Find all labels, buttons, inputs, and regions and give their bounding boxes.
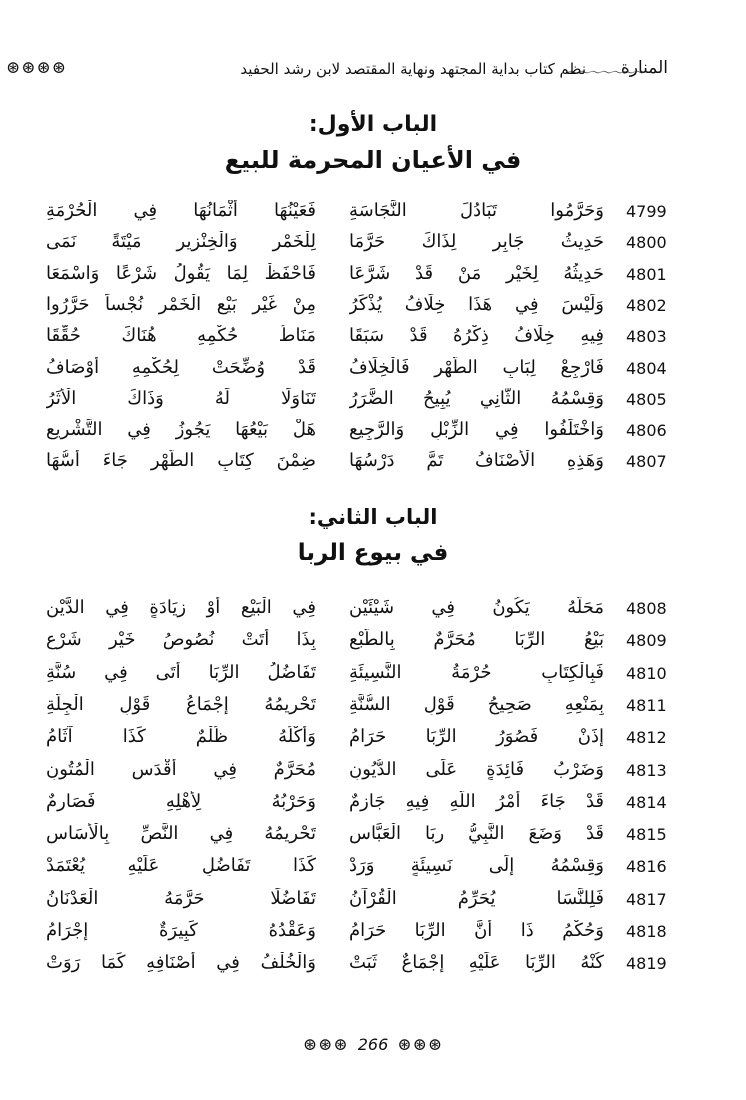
header-ornament-icon: ⊛⊛⊛⊛	[6, 58, 67, 78]
verse-number: 4806	[626, 421, 667, 441]
verse-number: 4802	[626, 295, 667, 315]
verse-second-hemistich: تَحْرِيمُهُ إِجْمَاعُ قَوْلِ الْجِلَّةِ	[46, 693, 316, 715]
verse-second-hemistich: فَعَيْنُهَا أَثْمَانُهَا فِي الْحُرْمَةِ	[46, 200, 316, 221]
verse-first-hemistich: بَيْعُ الرِّبَا مُحَرَّمٌ بِالطَّبْعِ	[349, 629, 604, 651]
verse-second-hemistich: تَفَاضُلًا حَرَّمَهُ الْعَدْنَانُ	[46, 887, 316, 909]
verse-number: 4811	[626, 695, 667, 715]
verse-number: 4803	[626, 327, 667, 347]
verse-second-hemistich: مُحَرَّمٌ فِي أَقْدَسِ الْمُتُونِ	[46, 758, 316, 780]
verse-number: 4807	[626, 452, 667, 472]
verse-second-hemistich: وَحَرْبُهُ لِأَهْلِهِ فَصَارِمٌ	[46, 790, 316, 812]
verse-first-hemistich: وَحُكْمُ ذَا أَنَّ الرِّبَا حَرَامُ	[349, 920, 604, 941]
verse-row	[0, 920, 746, 950]
verse-number: 4818	[626, 922, 667, 941]
verse-number: 4800	[626, 233, 667, 253]
verse-second-hemistich: كَذَا تَفَاضُلٍ عَلَيْهِ يُعْتَمَدْ	[46, 855, 316, 877]
chapter-two-title: الباب الثاني:	[308, 505, 438, 529]
verse-second-hemistich: لِلْخَمْرِ وَالْخِنْزِيرِ مَيْتَةً نَمَى	[46, 231, 316, 253]
verse-number: 4809	[626, 631, 667, 651]
verse-first-hemistich: وَاخْتَلَفُوا فِي الزِّبْلِ وَالرَّجِيعِ	[349, 419, 604, 441]
footer-ornament-right-icon: ⊛⊛⊛	[397, 1035, 444, 1055]
verse-second-hemistich: هَلْ بَيْعُهَا يَجُوزُ فِي التَّشْرِيعِ	[46, 419, 316, 441]
verse-first-hemistich: مَحَلُّهُ يَكُونُ فِي شَيْئَيْنِ	[349, 597, 604, 618]
verse-number: 4816	[626, 857, 667, 877]
verse-row	[0, 855, 746, 885]
verse-row	[0, 231, 746, 261]
verse-row	[0, 694, 746, 724]
page-footer	[0, 1035, 746, 1055]
verse-number: 4801	[626, 264, 667, 284]
page-number: 266	[357, 1035, 389, 1054]
verse-second-hemistich: فَاحْفَظْ لِمَا يَقُولُ شَرْعًا وَاسْمَعَا	[46, 262, 316, 284]
verse-row	[0, 450, 746, 480]
verse-second-hemistich: فِي الْبَيْعِ أَوْ زِيَادَةٍ فِي الدَّيْنِ	[46, 597, 316, 618]
verse-second-hemistich: بِذَا أَتَتْ نُصُوصُ خَيْرِ شَرْعِ	[46, 629, 316, 651]
chapter-two-subtitle: في بيوع الربا	[297, 540, 449, 566]
verse-second-hemistich: وَعَقْدُهُ كَبِيرَةٌ إِجْرَامُ	[46, 920, 316, 941]
verse-row	[0, 357, 746, 387]
verse-first-hemistich: حَدِيثُهُ لِخَيْرِ مَنْ قَدْ شَرَّعَا	[349, 262, 604, 284]
verse-first-hemistich: إِذَنْ فَصُوَرُ الرِّبَا حَرَامُ	[349, 726, 604, 748]
verse-number: 4817	[626, 889, 667, 909]
verse-row	[0, 597, 746, 627]
page-header	[0, 52, 746, 92]
verse-number: 4805	[626, 389, 667, 409]
chapter-one-title: الباب الأول:	[308, 112, 438, 137]
verse-row	[0, 823, 746, 853]
verse-number: 4810	[626, 663, 667, 683]
footer-ornament-left-icon: ⊛⊛⊛	[302, 1035, 349, 1055]
header-wave-right: 〜〜〜〜〜〜〜	[566, 66, 644, 81]
verse-number: 4813	[626, 760, 667, 780]
verse-first-hemistich: وَهَذِهِ الْأَصْنَافُ تَمَّ دَرْسُهَا	[349, 450, 604, 472]
verse-second-hemistich: قَدْ وُضِّحَتْ لِحُكْمِهِ أَوْصَافُ	[46, 356, 316, 378]
verse-first-hemistich: وَقِسْمُهُ إِلَى نَسِيئَةٍ وَرَدْ	[349, 855, 604, 877]
verse-row	[0, 888, 746, 918]
verse-row	[0, 726, 746, 756]
verse-first-hemistich: قَدْ وَضَعَ النَّبِيُّ رِبَا الْعَبَّاسِ	[349, 823, 604, 845]
verse-second-hemistich: وَأَكْلُهُ ظُلْمٌ كَذَا آثَامُ	[46, 726, 316, 748]
verse-row	[0, 294, 746, 324]
verse-first-hemistich: فَبِالْكِتَابِ حُرْمَةُ النَّسِيئَةِ	[349, 661, 604, 683]
verse-row	[0, 325, 746, 355]
verse-second-hemistich: وَالْخُلْفُ فِي أَصْنَافِهِ كَمَا رَوَتْ	[46, 952, 316, 974]
verse-first-hemistich: فَارْجِعْ لِبَابِ الطُّهْرِ فَالْخِلَافُ	[349, 356, 604, 378]
chapter-one-subtitle: في الأعيان المحرمة للبيع	[224, 146, 522, 174]
verse-number: 4814	[626, 792, 667, 812]
verse-number: 4804	[626, 358, 667, 378]
verse-first-hemistich: بِمَنْعِهِ صَحِيحُ قَوْلِ السُّنَّةِ	[349, 693, 604, 715]
verse-number: 4808	[626, 599, 667, 618]
site-name: المنارة	[620, 58, 668, 78]
verse-second-hemistich: تَنَاوَلَا لَهُ وَذَاكَ الْأَثَرُ	[46, 387, 316, 409]
verse-second-hemistich: ضِمْنَ كِتَابِ الطُّهْرِ جَاءَ أُسُّهَا	[46, 450, 316, 472]
verse-row	[0, 200, 746, 230]
verse-first-hemistich: وَحَرَّمُوا تَبَادُلَ النَّجَاسَةِ	[349, 200, 604, 221]
verse-row	[0, 952, 746, 982]
verse-row	[0, 629, 746, 659]
verse-first-hemistich: فِيهِ خِلَافُ ذِكْرُهُ قَدْ سَبَقَا	[349, 325, 604, 347]
verse-row	[0, 263, 746, 293]
verse-number: 4815	[626, 825, 667, 845]
verse-number: 4799	[626, 202, 667, 221]
verse-row	[0, 388, 746, 418]
verse-first-hemistich: وَلَيْسَ فِي هَذَا خِلَافُ يُذْكَرُ	[349, 293, 604, 315]
verse-first-hemistich: قَدْ جَاءَ أَمْرُ اللَّهِ فِيهِ جَازِمٌ	[349, 790, 604, 812]
verse-number: 4819	[626, 954, 667, 974]
verse-second-hemistich: مِنْ غَيْرِ بَيْعِ الْخَمْرِ نُجْساً حَرَّرُوا	[46, 293, 316, 315]
verse-row	[0, 662, 746, 692]
verse-first-hemistich: وَضَرْبُ فَائِدَةٍ عَلَى الدُّيُونِ	[349, 758, 604, 780]
verse-row	[0, 419, 746, 449]
verse-first-hemistich: كُنْهُ الرِّبَا عَلَيْهِ إِجْمَاعٌ ثَبَتْ	[349, 952, 604, 974]
verse-number: 4812	[626, 728, 667, 748]
verse-second-hemistich: تَفَاضُلُ الرِّبَا أَتَى فِي سُنَّةِ	[46, 661, 316, 683]
verse-row	[0, 791, 746, 821]
verse-second-hemistich: مَنَاطُ حُكْمِهِ هُنَاكَ حُقِّقَا	[46, 325, 316, 347]
verse-first-hemistich: فَلِلنَّسَا يُحَرِّمُ الْقُرْآنُ	[349, 887, 604, 909]
verse-first-hemistich: وَقِسْمُهُ الثَّانِي يُبِيحُ الضَّرَرُ	[349, 387, 604, 409]
verse-first-hemistich: حَدِيثُ جَابِرٍ لِذَاكَ حَرَّمَا	[349, 231, 604, 253]
verse-row	[0, 759, 746, 789]
book-title: نظم كتاب بداية المجتهد ونهاية المقتصد لابن رشد الحفيد	[240, 60, 586, 78]
verse-second-hemistich: تَحْرِيمُهُ فِي النَّصِّ بِالْأَسَاسِ	[46, 823, 316, 845]
